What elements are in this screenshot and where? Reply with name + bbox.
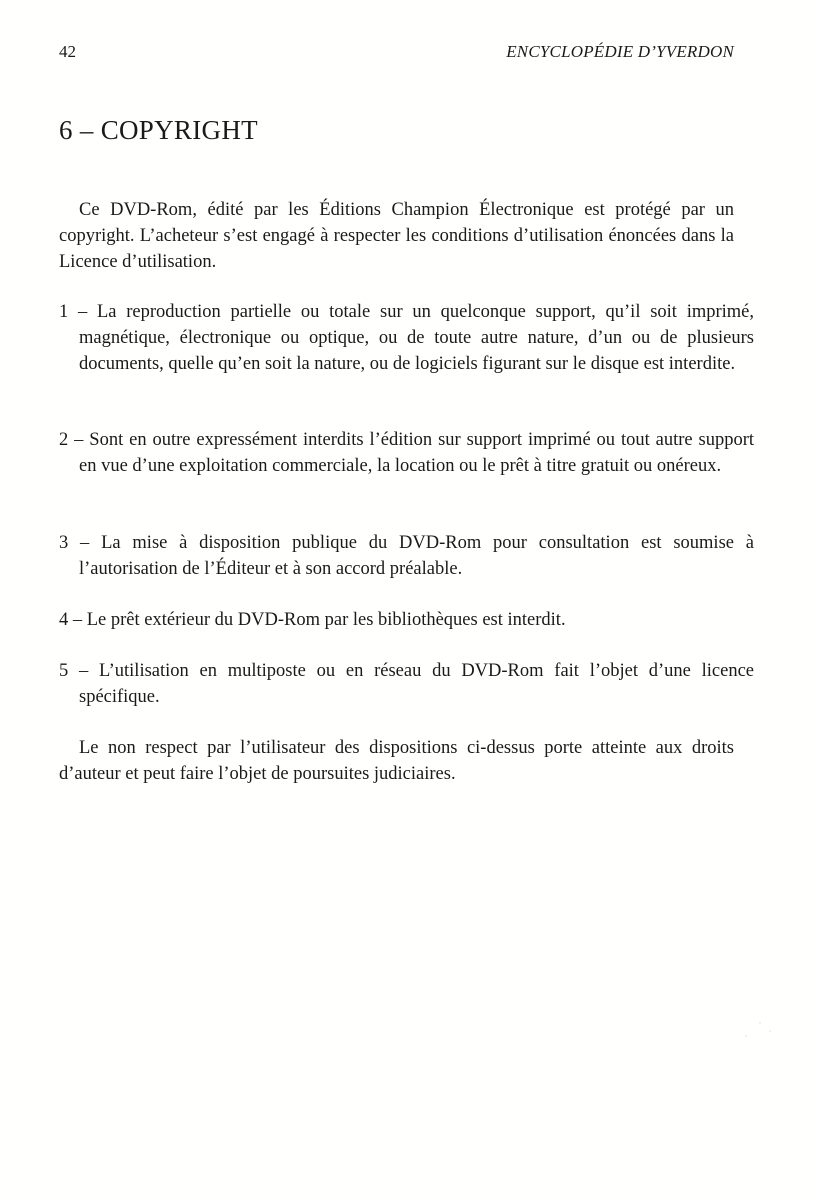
list-item-4: 4 – Le prêt extérieur du DVD-Rom par les bibliothèques est interdit. — [59, 610, 566, 630]
running-head — [59, 40, 734, 64]
page-number: 42 — [59, 42, 76, 61]
scan-speck — [769, 1030, 771, 1032]
closing-paragraph: Le non respect par l’utilisateur des dispositions ci-dessus porte atteinte aux droits d’auteur et peut faire l’objet de poursuites judiciaires. — [59, 738, 734, 784]
section-title: 6 – COPYRIGHT — [59, 115, 258, 145]
intro-paragraph: Ce DVD-Rom, édité par les Éditions Champion Électronique est protégé par un copyright. L’acheteur s’est engagé à respecter les conditions d’utilisation énoncées dans la Licence d’utilisation. — [59, 200, 734, 272]
scan-speck — [759, 1022, 761, 1024]
list-item-3: 3 – La mise à disposition publique du DVD-Rom pour consultation est soumise à l’autorisation de l’Éditeur et à son accord préalable. — [59, 533, 754, 579]
list-item-2: 2 – Sont en outre expressément interdits l’édition sur support imprimé ou tout autre support en vue d’une exploitation commerciale, la location ou le prêt à titre gratuit ou onéreux. — [59, 430, 754, 476]
list-item-5: 5 – L’utilisation en multiposte ou en réseau du DVD-Rom fait l’objet d’une licence spécifique. — [59, 661, 754, 707]
running-title: ENCYCLOPÉDIE D’YVERDON — [506, 42, 734, 61]
scan-speck — [745, 1035, 747, 1037]
list-item-1: 1 – La reproduction partielle ou totale sur un quelconque support, qu’il soit imprimé, magnétique, électronique ou optique, ou de toute autre nature, d’un ou de plusieurs documents, quelle qu’en soit la nature, ou de logiciels figurant sur le disque est interdite. — [59, 302, 754, 374]
